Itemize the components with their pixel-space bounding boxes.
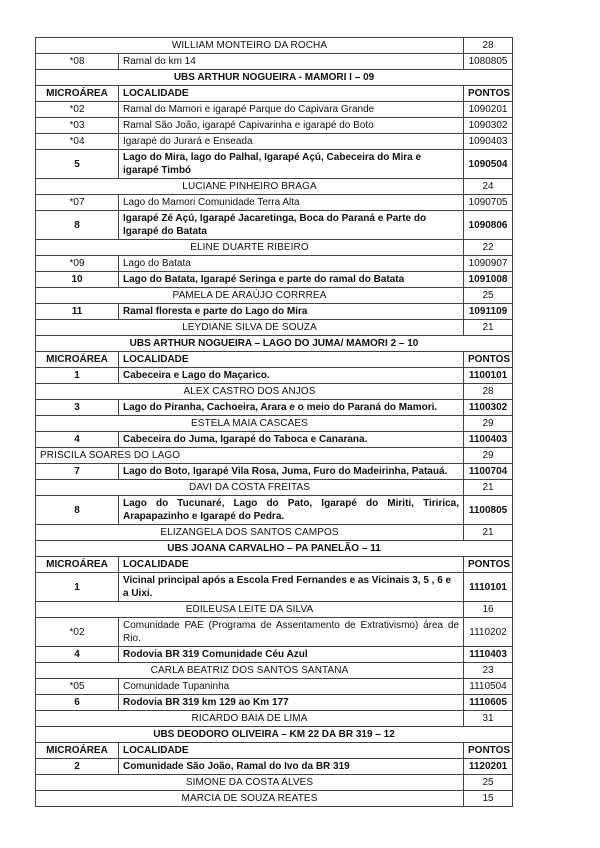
agent-name: CARLA BEATRIZ DOS SANTOS SANTANA — [36, 663, 464, 679]
localidade-cell: Igarapé do Jurará e Enseada — [119, 134, 464, 150]
pontos-cell: 1110605 — [464, 695, 513, 711]
person-row — [36, 320, 513, 336]
pontos-cell: 1120201 — [464, 759, 513, 775]
pontos-cell: 1090907 — [464, 256, 513, 272]
agent-name: WILLIAM MONTEIRO DA ROCHA — [36, 38, 464, 54]
agent-count: 23 — [464, 663, 513, 679]
header-pontos: PONTOS — [464, 352, 513, 368]
microarea-cell: *07 — [36, 195, 119, 211]
microarea-cell: *09 — [36, 256, 119, 272]
person-row — [36, 480, 513, 496]
person-row — [36, 448, 513, 464]
localidade-cell: Ramal floresta e parte do Lago do Mira — [119, 304, 464, 320]
area-row — [36, 618, 513, 647]
agent-count: 22 — [464, 240, 513, 256]
person-row — [36, 179, 513, 195]
pontos-cell: 1110403 — [464, 647, 513, 663]
microarea-cell: *05 — [36, 679, 119, 695]
header-localidade: LOCALIDADE — [119, 557, 464, 573]
header-microarea: MICROÁREA — [36, 743, 119, 759]
agent-name: DAVI DA COSTA FREITAS — [36, 480, 464, 496]
area-row — [36, 118, 513, 134]
agent-name: ESTELA MAIA CASCAES — [36, 416, 464, 432]
agent-count: 15 — [464, 791, 513, 807]
header-pontos: PONTOS — [464, 743, 513, 759]
localidade-cell: Lago do Batata, Igarapé Seringa e parte do ramal do Batata — [119, 272, 464, 288]
agent-count: 29 — [464, 416, 513, 432]
agent-name: MARCIA DE SOUZA REATES — [36, 791, 464, 807]
area-row — [36, 496, 513, 525]
pontos-cell: 1090504 — [464, 150, 513, 179]
localidade-cell: Lago do Boto, Igarapé Vila Rosa, Juma, Furo do Madeirinha, Patauá. — [119, 464, 464, 480]
microarea-cell: 7 — [36, 464, 119, 480]
header-row — [36, 352, 513, 368]
agent-name: PRISCILA SOARES DO LAGO — [36, 448, 464, 464]
pontos-cell: 1090302 — [464, 118, 513, 134]
microarea-cell: 8 — [36, 496, 119, 525]
microarea-table — [35, 37, 513, 807]
localidade-cell: Rodovia BR 319 km 129 ao Km 177 — [119, 695, 464, 711]
person-row — [36, 663, 513, 679]
microarea-cell: 4 — [36, 432, 119, 448]
pontos-cell: 1100403 — [464, 432, 513, 448]
agent-count: 25 — [464, 288, 513, 304]
microarea-cell: *08 — [36, 54, 119, 70]
area-row — [36, 211, 513, 240]
area-row — [36, 256, 513, 272]
pontos-cell: 1100302 — [464, 400, 513, 416]
agent-name: ELINE DUARTE RIBEIRO — [36, 240, 464, 256]
agent-name: LUCIANE PINHEIRO BRAGA — [36, 179, 464, 195]
microarea-cell: *02 — [36, 102, 119, 118]
agent-name: ALEX CASTRO DOS ANJOS — [36, 384, 464, 400]
person-row — [36, 711, 513, 727]
area-row — [36, 679, 513, 695]
pontos-cell: 1091008 — [464, 272, 513, 288]
agent-count: 28 — [464, 38, 513, 54]
header-pontos: PONTOS — [464, 86, 513, 102]
person-row — [36, 791, 513, 807]
localidade-cell: Vicinal principal após a Escola Fred Fernandes e as Vicinais 3, 5 , 6 e a Uixi. — [119, 573, 464, 602]
area-row — [36, 464, 513, 480]
localidade-cell: Cabeceira do Juma, Igarapé do Taboca e Canarana. — [119, 432, 464, 448]
agent-count: 31 — [464, 711, 513, 727]
localidade-cell: Comunidade Tupaninha — [119, 679, 464, 695]
agent-count: 21 — [464, 480, 513, 496]
area-row — [36, 195, 513, 211]
pontos-cell: 1110202 — [464, 618, 513, 647]
agent-name: LEYDIANE SILVA DE SOUZA — [36, 320, 464, 336]
agent-count: 21 — [464, 320, 513, 336]
microarea-cell: *04 — [36, 134, 119, 150]
microarea-cell: 3 — [36, 400, 119, 416]
microarea-cell: 11 — [36, 304, 119, 320]
pontos-cell: 1091109 — [464, 304, 513, 320]
person-row — [36, 775, 513, 791]
area-row — [36, 432, 513, 448]
header-microarea: MICROÁREA — [36, 557, 119, 573]
pontos-cell: 1090705 — [464, 195, 513, 211]
area-row — [36, 54, 513, 70]
pontos-cell: 1110101 — [464, 573, 513, 602]
microarea-cell: 1 — [36, 573, 119, 602]
header-row — [36, 743, 513, 759]
ubs-row — [36, 70, 513, 86]
localidade-cell: Lago do Batata — [119, 256, 464, 272]
localidade-cell: Comunidade PAE (Programa de Assentamento de Extrativismo) área de Rio. — [119, 618, 464, 647]
pontos-cell: 1090403 — [464, 134, 513, 150]
microarea-cell: 2 — [36, 759, 119, 775]
ubs-row — [36, 541, 513, 557]
localidade-cell: Ramal do km 14 — [119, 54, 464, 70]
microarea-cell: 8 — [36, 211, 119, 240]
header-localidade: LOCALIDADE — [119, 352, 464, 368]
person-row — [36, 38, 513, 54]
header-pontos: PONTOS — [464, 557, 513, 573]
area-row — [36, 573, 513, 602]
localidade-cell: Lago do Mamori Comunidade Terra Alta — [119, 195, 464, 211]
localidade-cell: Lago do Piranha, Cachoeira, Arara e o meio do Paraná do Mamori. — [119, 400, 464, 416]
agent-count: 25 — [464, 775, 513, 791]
localidade-cell: Rodovia BR 319 Comunidade Céu Azul — [119, 647, 464, 663]
person-row — [36, 240, 513, 256]
pontos-cell: 1080805 — [464, 54, 513, 70]
localidade-cell: Cabeceira e Lago do Maçarico. — [119, 368, 464, 384]
ubs-title: UBS JOANA CARVALHO – PA PANELÃO – 11 — [36, 541, 513, 557]
area-row — [36, 759, 513, 775]
agent-count: 24 — [464, 179, 513, 195]
person-row — [36, 525, 513, 541]
localidade-cell: Ramal do Mamori e igarapé Parque do Capivara Grande — [119, 102, 464, 118]
microarea-cell: *03 — [36, 118, 119, 134]
localidade-cell: Lago do Mira, lago do Palhal, Igarapé Açú, Cabeceira do Mira e igarapé Timbó — [119, 150, 464, 179]
agent-count: 29 — [464, 448, 513, 464]
area-row — [36, 150, 513, 179]
person-row — [36, 288, 513, 304]
pontos-cell: 1090806 — [464, 211, 513, 240]
agent-name: EDILEUSA LEITE DA SILVA — [36, 602, 464, 618]
microarea-cell: 5 — [36, 150, 119, 179]
area-row — [36, 695, 513, 711]
microarea-cell: 4 — [36, 647, 119, 663]
ubs-row — [36, 336, 513, 352]
localidade-cell: Lago do Tucunaré, Lago do Pato, Igarapé do Miriti, Tiririca, Arapapazinho e Igarapé do Pedra. — [119, 496, 464, 525]
localidade-cell: Ramal São João, igarapé Capivarinha e igarapé do Boto — [119, 118, 464, 134]
localidade-cell: Comunidade São João, Ramal do Ivo da BR 319 — [119, 759, 464, 775]
person-row — [36, 416, 513, 432]
area-row — [36, 368, 513, 384]
table-body — [36, 38, 513, 807]
area-row — [36, 102, 513, 118]
pontos-cell: 1100704 — [464, 464, 513, 480]
header-localidade: LOCALIDADE — [119, 743, 464, 759]
agent-name: SIMONE DA COSTA ALVES — [36, 775, 464, 791]
microarea-cell: *02 — [36, 618, 119, 647]
localidade-cell: Igarapé Zé Açú, Igarapé Jacaretinga, Boca do Paraná e Parte do Igarapé do Batata — [119, 211, 464, 240]
pontos-cell: 1100805 — [464, 496, 513, 525]
pontos-cell: 1110504 — [464, 679, 513, 695]
agent-name: RICARDO BAIA DE LIMA — [36, 711, 464, 727]
ubs-title: UBS ARTHUR NOGUEIRA - MAMORI I – 09 — [36, 70, 513, 86]
person-row — [36, 602, 513, 618]
microarea-cell: 10 — [36, 272, 119, 288]
microarea-cell: 1 — [36, 368, 119, 384]
header-microarea: MICROÁREA — [36, 352, 119, 368]
agent-count: 21 — [464, 525, 513, 541]
area-row — [36, 272, 513, 288]
pontos-cell: 1090201 — [464, 102, 513, 118]
agent-name: ELIZANGELA DOS SANTOS CAMPOS — [36, 525, 464, 541]
area-row — [36, 304, 513, 320]
microarea-cell: 6 — [36, 695, 119, 711]
header-row — [36, 557, 513, 573]
area-row — [36, 647, 513, 663]
person-row — [36, 384, 513, 400]
area-row — [36, 134, 513, 150]
ubs-row — [36, 727, 513, 743]
header-row — [36, 86, 513, 102]
agent-count: 28 — [464, 384, 513, 400]
header-microarea: MICROÁREA — [36, 86, 119, 102]
area-row — [36, 400, 513, 416]
ubs-title: UBS ARTHUR NOGUEIRA – LAGO DO JUMA/ MAMORI 2 – 10 — [36, 336, 513, 352]
agent-name: PAMELA DE ARAÚJO CORRREA — [36, 288, 464, 304]
ubs-title: UBS DEODORO OLIVEIRA – KM 22 DA BR 319 – 12 — [36, 727, 513, 743]
pontos-cell: 1100101 — [464, 368, 513, 384]
agent-count: 16 — [464, 602, 513, 618]
header-localidade: LOCALIDADE — [119, 86, 464, 102]
